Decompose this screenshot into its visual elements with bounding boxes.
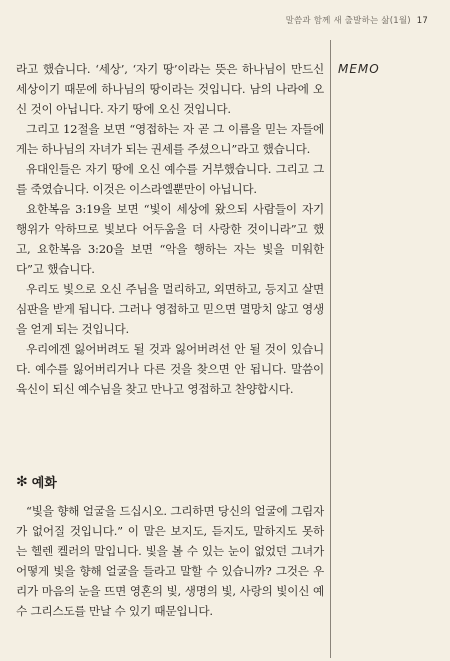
paragraph: 라고 했습니다. ‘세상’, ‘자기 땅’이라는 뜻은 하나님이 만드신 세상이기 때문에 하나님의 땅이라는 것입니다. 남의 나라에 오신 것이 아닙니다. 자기 땅에 오신 것입니다. (16, 62, 324, 116)
example-heading (16, 472, 324, 491)
paragraph: 요한복음 3:19을 보면 “빛이 세상에 왔으되 사람들이 자기 행위가 악하므로 빛보다 어두움을 더 사랑한 것이니라”고 했고, 요한복음 3:20을 보면 “악을 행하는 자는 빛을 미워한다”고 했습니다. (16, 202, 324, 276)
asterisk-icon: ✻ (16, 473, 28, 490)
memo-label: MEMO (338, 62, 380, 76)
page-number: 17 (416, 16, 428, 26)
paragraph: 유대인들은 자기 땅에 오신 예수를 거부했습니다. 그리고 그를 죽였습니다. 이것은 이스라엘뿐만이 아닙니다. (16, 162, 324, 196)
memo-column-divider (330, 40, 331, 658)
paragraph: 우리도 빛으로 오신 주님을 멀리하고, 외면하고, 등지고 살면 심판을 받게 됩니다. 그러나 영접하고 믿으면 멸망치 않고 영생을 얻게 되는 것입니다. (16, 282, 324, 336)
body-text (16, 59, 324, 399)
example-text: “빛을 향해 얼굴을 드십시오. 그리하면 당신의 얼굴에 그림자가 없어질 것입니다.” 이 말은 보지도, 듣지도, 말하지도 못하는 헬렌 켈러의 말입니다. 빛을 볼 수 있는 눈이 없었던 그녀가 어떻게 빛을 향해 얼굴을 들라고 말할 수 있습니까? 그것은 우리가 마음의 눈을 뜨면 영혼의 빛, 생명의 빛, 사랑의 빛이신 예수 그리스도를 만날 수 있기 때문입니다. (16, 504, 324, 618)
paragraph: 우리에겐 잃어버려도 될 것과 잃어버려선 안 될 것이 있습니다. 예수를 잃어버리거나 다른 것을 찾으면 안 됩니다. 말씀이 육신이 되신 예수님을 찾고 만나고 영접하고 찬양합시다. (16, 342, 324, 396)
example-section (16, 472, 324, 621)
running-title: 말씀과 함께 새 출발하는 삶(1월) (285, 16, 411, 26)
example-heading-label: 예화 (31, 476, 57, 491)
running-header (286, 14, 428, 26)
paragraph: 그리고 12절을 보면 “영접하는 자 곧 그 이름을 믿는 자들에게는 하나님의 자녀가 되는 권세를 주셨으니”라고 했습니다. (16, 122, 324, 156)
